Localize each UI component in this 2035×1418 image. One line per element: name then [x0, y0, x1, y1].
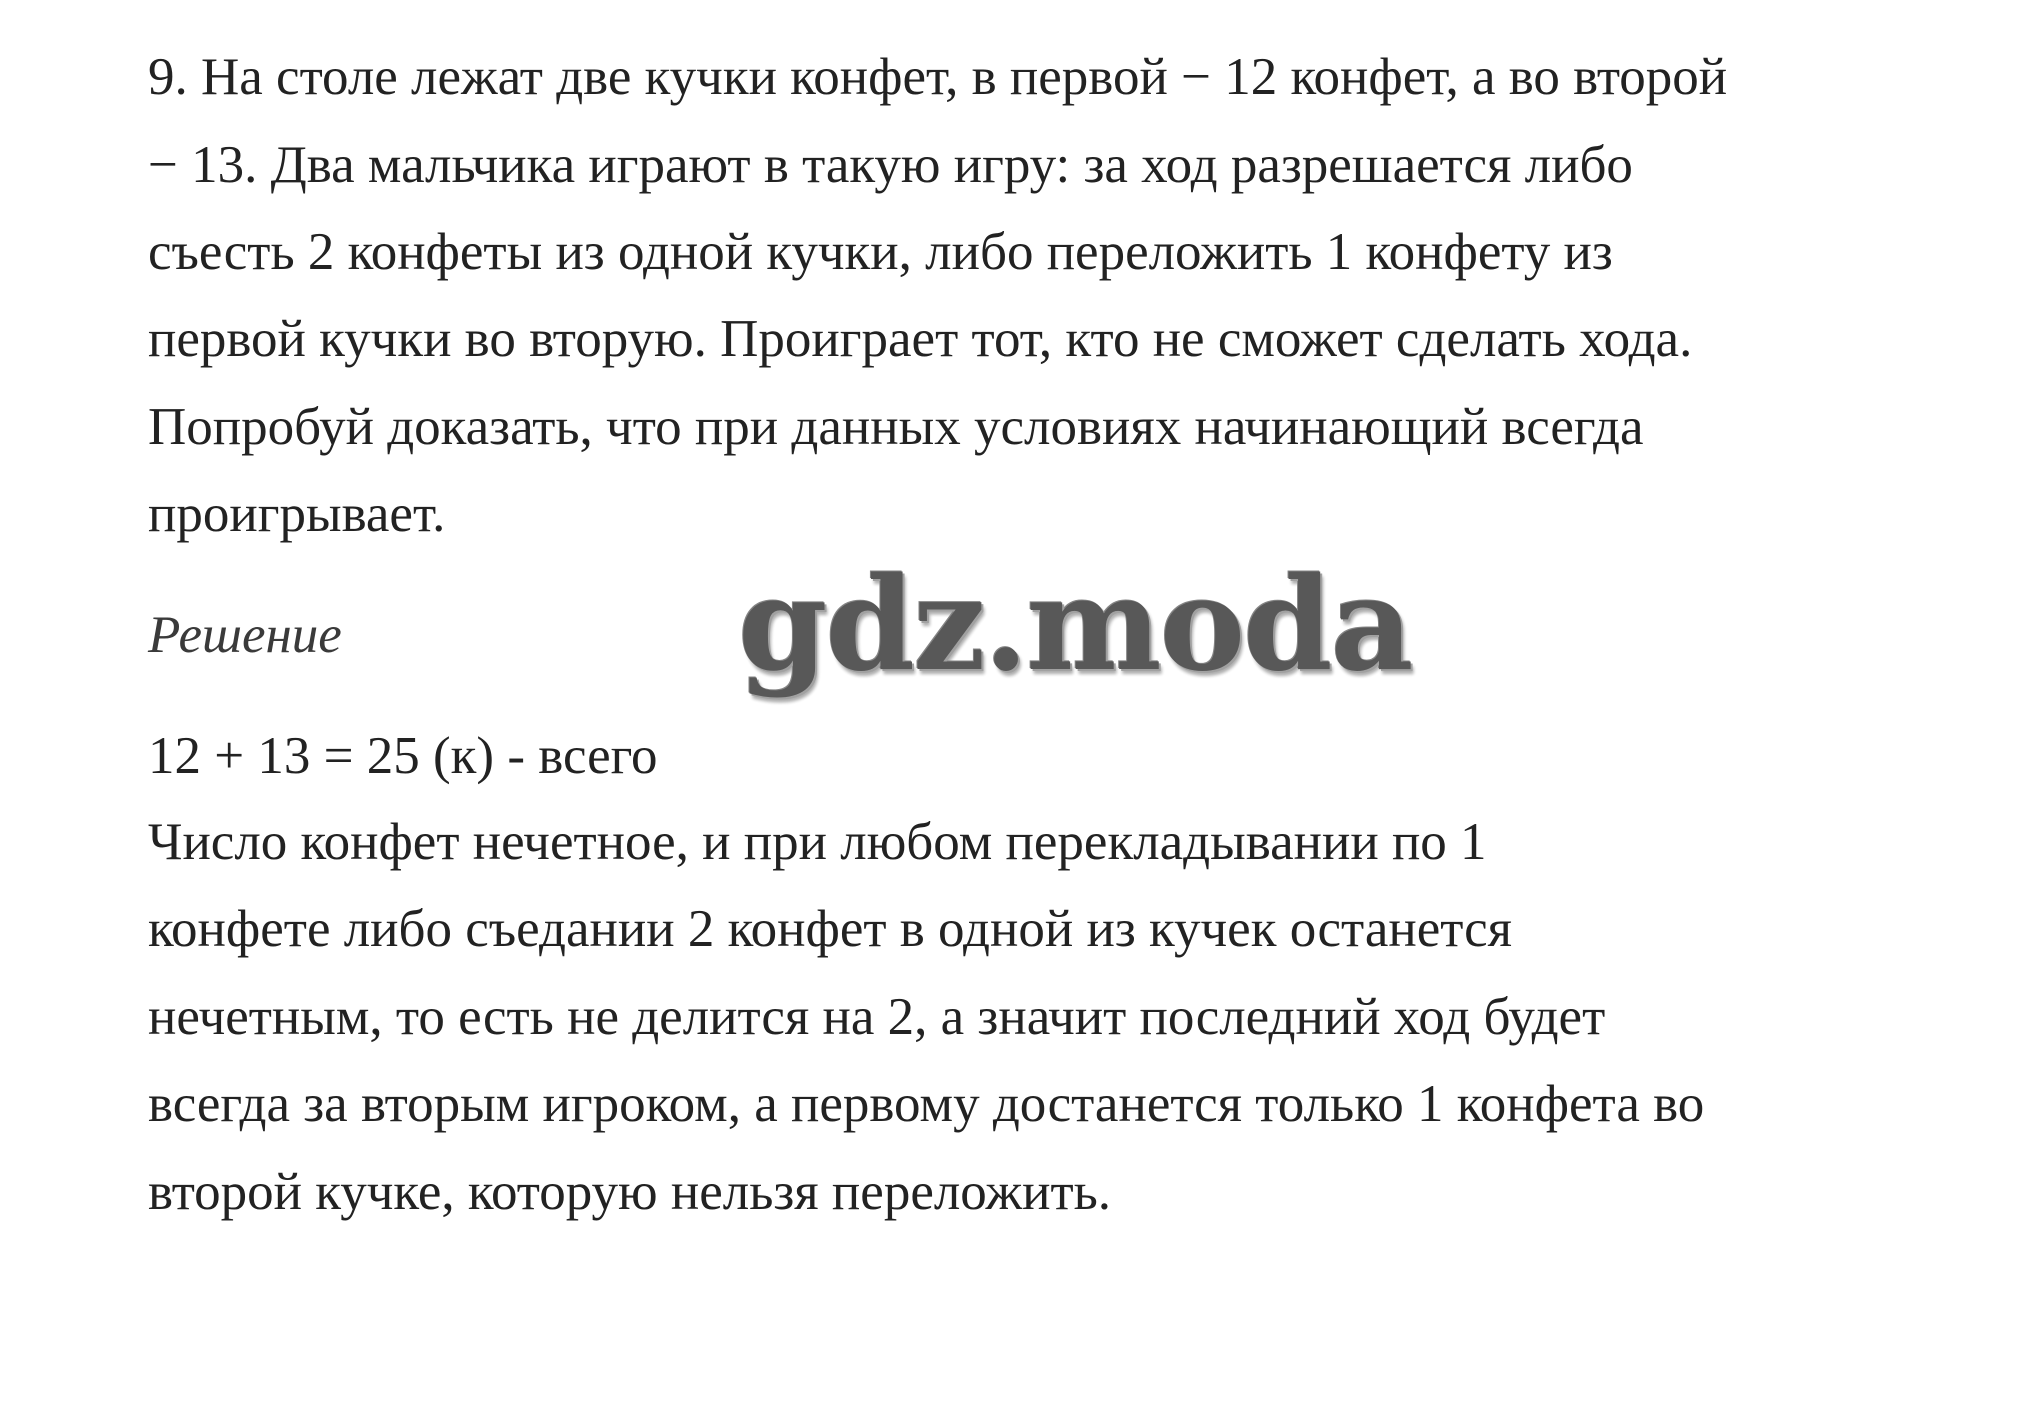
problem-line-2: − 13. Два мальчика играют в такую игру: за ход разрешается либо	[148, 136, 1633, 194]
problem-line-5: Попробуй доказать, что при данных условиях начинающий всегда	[148, 398, 1644, 456]
solution-line-3: нечетным, то есть не делится на 2, а значит последний ход будет	[148, 988, 1606, 1046]
solution-line-2: конфете либо съедании 2 конфет в одной из кучек останется	[148, 900, 1512, 958]
problem-line-4: первой кучки во вторую. Проиграет тот, кто не сможет сделать хода.	[148, 310, 1693, 368]
problem-line-3: съесть 2 конфеты из одной кучки, либо переложить 1 конфету из	[148, 223, 1613, 281]
solution-heading: Решение	[148, 606, 342, 664]
solution-equation: 12 + 13 = 25 (к) - всего	[148, 727, 658, 785]
solution-line-4: всегда за вторым игроком, а первому достанется только 1 конфета во	[148, 1075, 1705, 1133]
watermark-logo: gdz.moda	[738, 550, 1412, 700]
solution-line-1: Число конфет нечетное, и при любом перекладывании по 1	[148, 813, 1487, 871]
solution-line-5: второй кучке, которую нельзя переложить.	[148, 1163, 1112, 1221]
problem-line-1: 9. На столе лежат две кучки конфет, в первой − 12 конфет, а во второй	[148, 48, 1728, 106]
problem-line-6: проигрывает.	[148, 485, 446, 543]
